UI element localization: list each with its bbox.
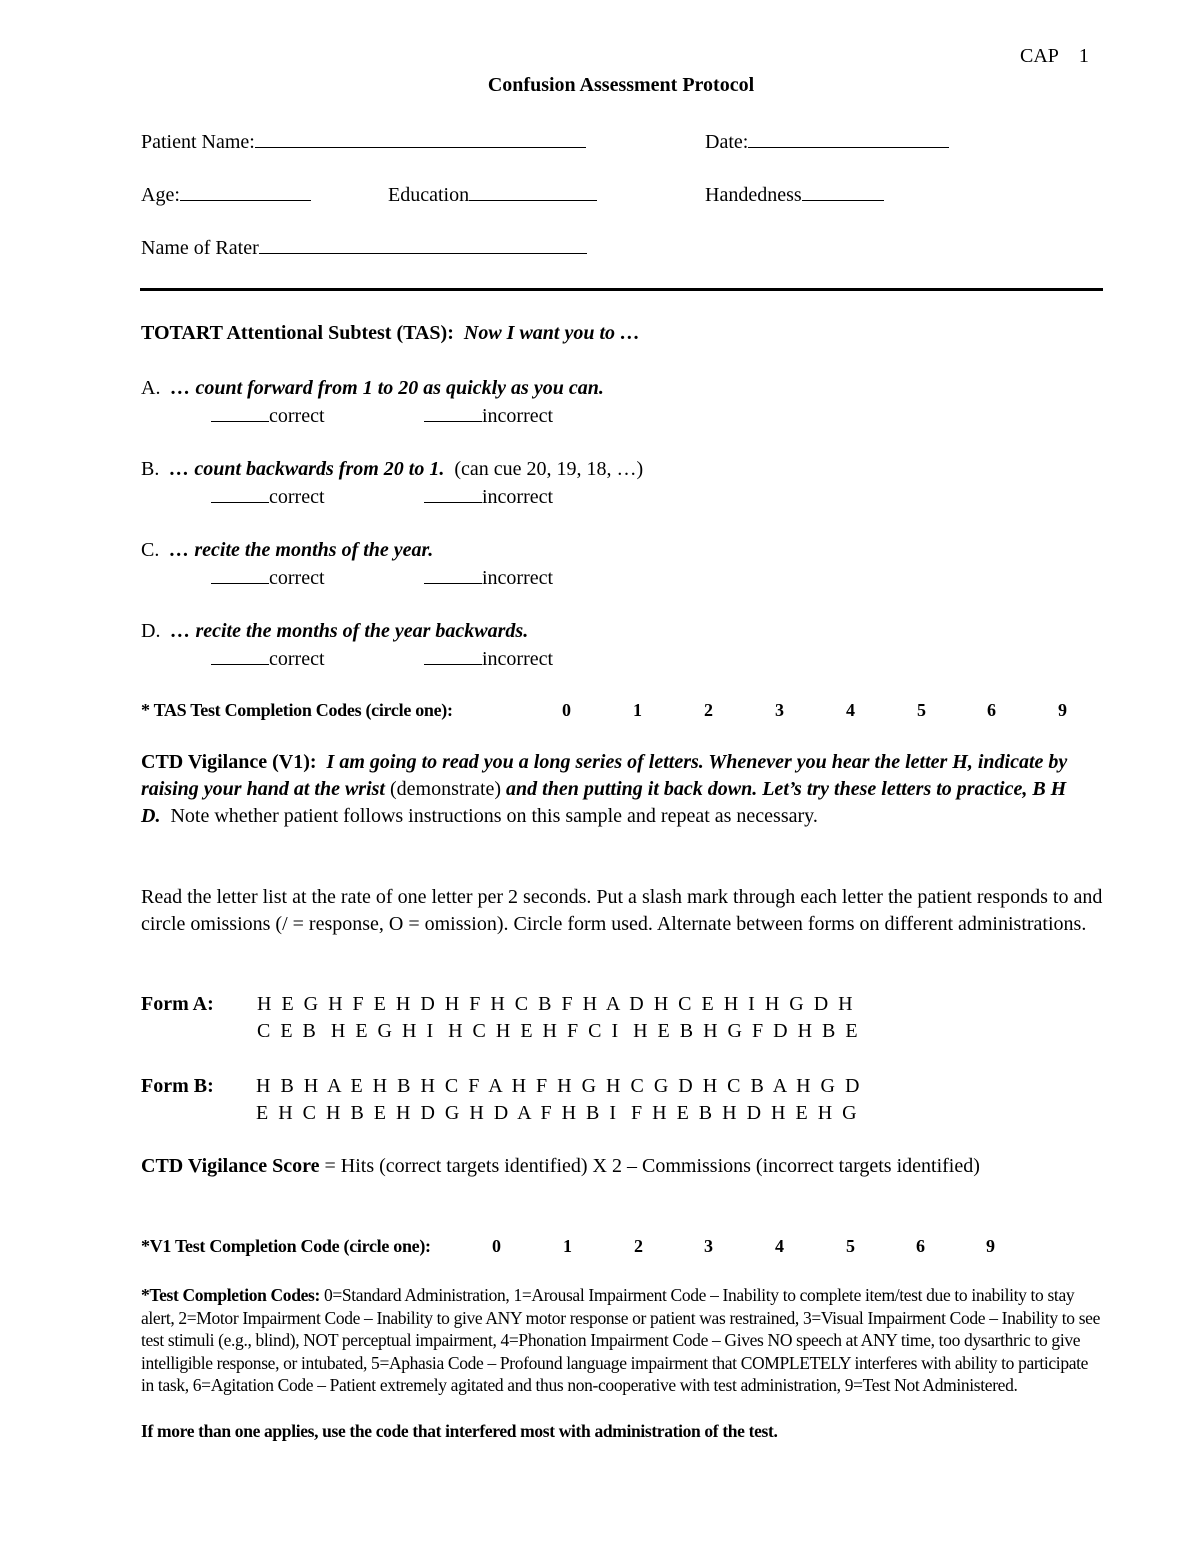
incorrect-blank[interactable] <box>424 645 482 665</box>
tas-item-scoring <box>211 564 325 592</box>
incorrect-label: incorrect <box>482 648 554 670</box>
form-b-letters-line1: H B H A E H B H C F A H F H G H C G D H C B A H G D <box>256 1075 860 1097</box>
age-field <box>141 180 311 209</box>
form-b-letters-line2: E H C H B E H D G H D A F H B I F H E B H D H E H G <box>256 1102 857 1124</box>
patient-name-input[interactable] <box>255 127 586 148</box>
tas-item-scoring <box>211 645 325 673</box>
vigilance-instruction-2: and then putting it back down. Let’s try these letters to practice, B H D. <box>141 778 1067 827</box>
tas-code-option[interactable]: 1 <box>633 700 642 720</box>
vigilance-heading: CTD Vigilance (V1): <box>141 751 317 773</box>
tas-item-instruction <box>141 618 528 645</box>
patient-name-label: Patient Name: <box>141 131 255 153</box>
education-field <box>388 180 597 209</box>
correct-blank[interactable] <box>211 645 269 665</box>
incorrect-label: incorrect <box>482 486 554 508</box>
page-label-text: CAP <box>1020 45 1059 67</box>
tas-prompt: Now I want you to … <box>463 322 641 344</box>
v1-code-option[interactable]: 1 <box>563 1236 572 1256</box>
page-title: Confusion Assessment Protocol <box>487 74 755 96</box>
v1-code-option[interactable]: 6 <box>916 1236 925 1256</box>
correct-label: correct <box>269 567 325 589</box>
tas-item-text: … count forward from 1 to 20 as quickly as you can. <box>170 377 604 399</box>
v1-code-option[interactable]: 2 <box>634 1236 643 1256</box>
tas-item-scoring-incorrect <box>424 402 553 430</box>
completion-codes-legend-text: 0=Standard Administration, 1=Arousal Impairment Code – Inability to complete item/test due to inability to stay alert, 2=Motor Impairment Code – Inability to give ANY motor response or patient was restrained, 3=Visual Impairment Code – Inability to see test stimuli (e.g., blind), NOT perceptual impairment, 4=Phonation Impairment Code – Gives NO speech at ANY time, too dysarthric to give intelligible response, or intubated, 5=Aphasia Code – Profound language impairment that COMPLETELY interferes with ability to participate in task, 6=Agitation Code – Patient extremely agitated and thus non-cooperative with test administration, 9=Test Not Administered. <box>141 1285 1101 1396</box>
tas-item-text: … count backwards from 20 to 1. <box>169 458 445 480</box>
tas-item-instruction <box>141 375 604 402</box>
tas-item-scoring <box>211 402 325 430</box>
vigilance-demonstrate: (demonstrate) <box>389 778 502 800</box>
form-a-label: Form A: <box>141 993 214 1015</box>
tas-code-option[interactable]: 4 <box>846 700 855 720</box>
rater-input[interactable] <box>259 233 587 254</box>
tas-item-letter: C. <box>141 539 160 561</box>
tas-item-scoring-incorrect <box>424 564 553 592</box>
correct-blank[interactable] <box>211 402 269 422</box>
tas-item-note: (can cue 20, 19, 18, …) <box>454 458 644 480</box>
incorrect-blank[interactable] <box>424 564 482 584</box>
handedness-field <box>705 180 884 209</box>
tas-code-option[interactable]: 6 <box>987 700 996 720</box>
tas-code-option[interactable]: 5 <box>917 700 926 720</box>
education-label: Education <box>388 184 470 206</box>
date-field <box>705 127 949 156</box>
tas-item-text: … recite the months of the year. <box>169 539 434 561</box>
tas-item-letter: A. <box>141 377 161 399</box>
tas-item-text: … recite the months of the year backwards. <box>170 620 529 642</box>
v1-codes <box>492 1234 1012 1258</box>
date-input[interactable] <box>748 127 949 148</box>
form-a-letters-line2: C E B H E G H I H C H E H F C I H E B H G F D H B E <box>257 1020 858 1042</box>
correct-blank[interactable] <box>211 564 269 584</box>
tas-codes <box>562 698 1082 722</box>
tas-heading-label: TOTART Attentional Subtest (TAS): <box>141 322 454 344</box>
rater-field <box>141 233 587 262</box>
education-input[interactable] <box>469 180 597 201</box>
v1-code-option[interactable]: 3 <box>704 1236 713 1256</box>
vigilance-instructions <box>141 749 1106 830</box>
v1-code-option[interactable]: 0 <box>492 1236 501 1256</box>
completion-codes-note: If more than one applies, use the code that interfered most with administration of the test. <box>141 1421 778 1441</box>
tas-heading <box>141 320 640 347</box>
tas-item-scoring-incorrect <box>424 645 553 673</box>
tas-code-option[interactable]: 3 <box>775 700 784 720</box>
date-label: Date: <box>705 131 749 153</box>
incorrect-label: incorrect <box>482 405 554 427</box>
handedness-input[interactable] <box>802 180 884 201</box>
vigilance-instruction-1: I am going to read you a long series of letters. Whenever you hear the letter H, indicate by raising your hand at the wrist <box>141 751 1068 800</box>
section-divider <box>140 288 1103 291</box>
rater-label: Name of Rater <box>141 237 259 259</box>
completion-codes-legend <box>141 1284 1101 1397</box>
correct-label: correct <box>269 405 325 427</box>
handedness-label: Handedness <box>705 184 802 206</box>
tas-item-scoring-incorrect <box>424 483 553 511</box>
tas-codes-label: * TAS Test Completion Codes (circle one): <box>141 700 453 720</box>
v1-codes-label: *V1 Test Completion Code (circle one): <box>141 1236 431 1256</box>
tas-code-option[interactable]: 9 <box>1058 700 1067 720</box>
incorrect-blank[interactable] <box>424 483 482 503</box>
v1-code-option[interactable]: 9 <box>986 1236 995 1256</box>
vigilance-read-instructions: Read the letter list at the rate of one letter per 2 seconds. Put a slash mark through each letter the patient responds to and circle omissions (/ = response, O = omission). Circle form used. Alternate between forms on different administrations. <box>141 886 1103 935</box>
page-label <box>1020 43 1089 70</box>
vigilance-score-text: = Hits (correct targets identified) X 2 – Commissions (incorrect targets identified) <box>324 1155 980 1177</box>
tas-item-instruction <box>141 537 433 564</box>
incorrect-label: incorrect <box>482 567 554 589</box>
v1-code-option[interactable]: 4 <box>775 1236 784 1256</box>
correct-label: correct <box>269 648 325 670</box>
vigilance-score-label: CTD Vigilance Score <box>141 1155 320 1177</box>
vigilance-instruction-3: Note whether patient follows instructions on this sample and repeat as necessary. <box>170 805 818 827</box>
tas-code-option[interactable]: 2 <box>704 700 713 720</box>
tas-item-instruction <box>141 456 643 483</box>
tas-item-letter: B. <box>141 458 160 480</box>
patient-name-field <box>141 127 586 156</box>
form-b-label: Form B: <box>141 1075 214 1097</box>
tas-item-letter: D. <box>141 620 161 642</box>
age-input[interactable] <box>180 180 311 201</box>
age-label: Age: <box>141 184 180 206</box>
tas-item-scoring <box>211 483 325 511</box>
tas-code-option[interactable]: 0 <box>562 700 571 720</box>
incorrect-blank[interactable] <box>424 402 482 422</box>
page-number: 1 <box>1078 45 1089 67</box>
v1-code-option[interactable]: 5 <box>846 1236 855 1256</box>
completion-codes-legend-label: *Test Completion Codes: <box>141 1285 320 1305</box>
form-a-letters-line1: H E G H F E H D H F H C B F H A D H C E H I H G D H <box>257 993 853 1015</box>
vigilance-score <box>141 1153 1106 1180</box>
correct-label: correct <box>269 486 325 508</box>
correct-blank[interactable] <box>211 483 269 503</box>
